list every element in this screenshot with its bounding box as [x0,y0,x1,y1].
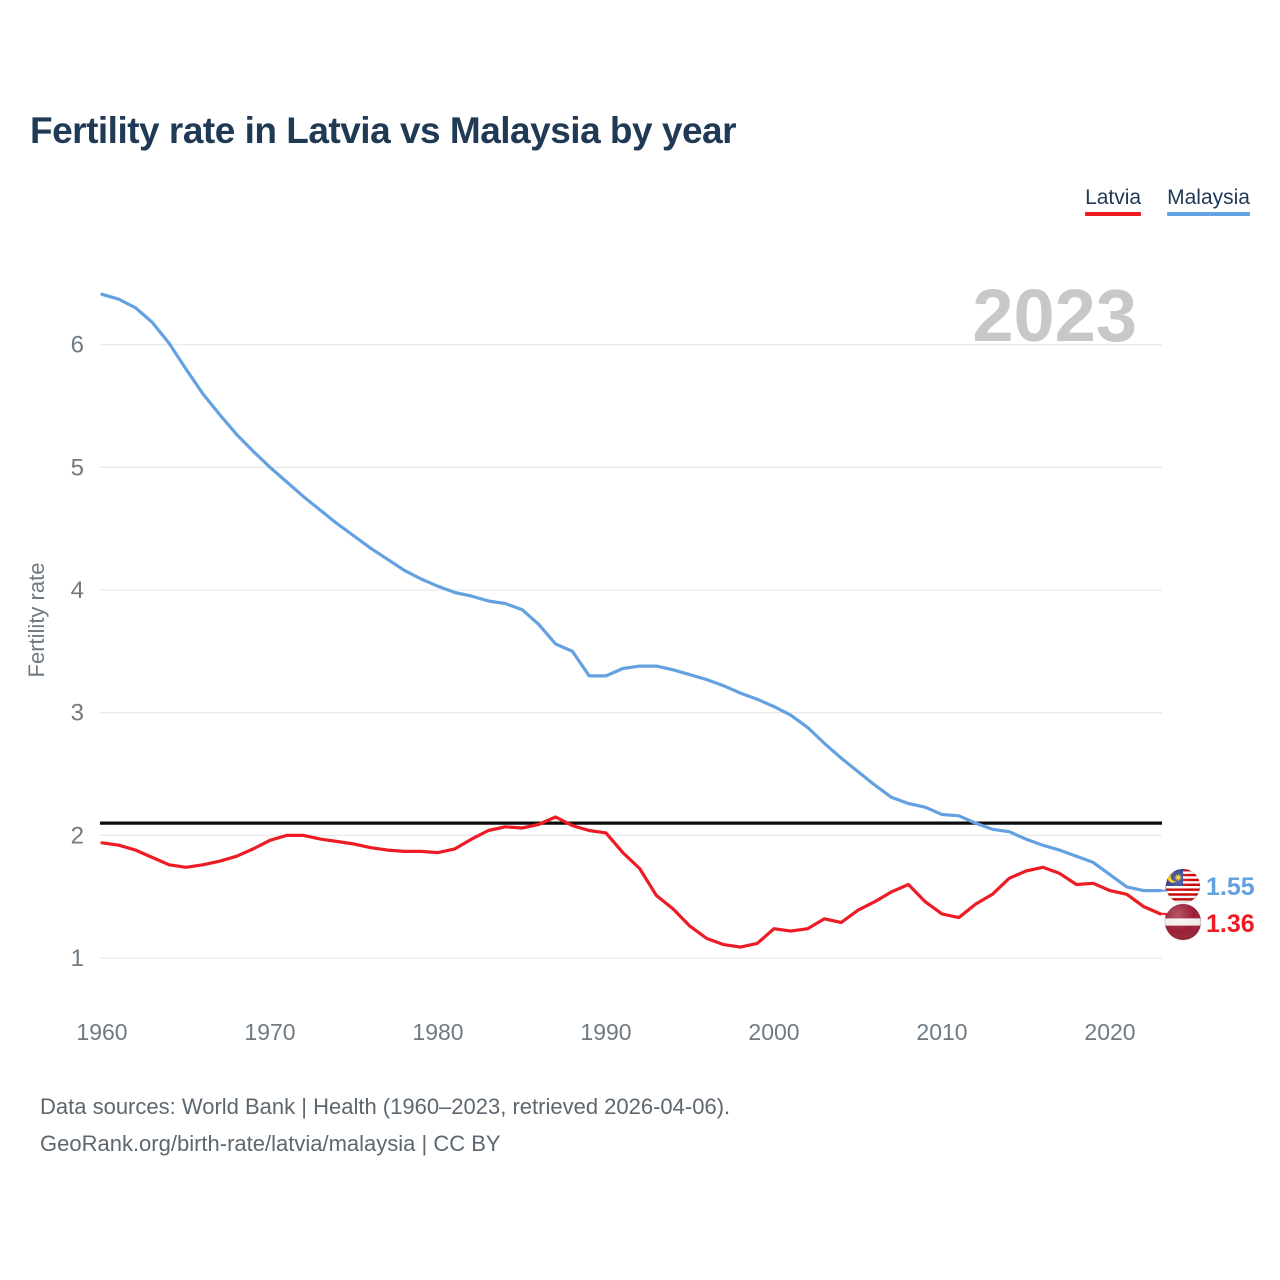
malaysia-line [102,294,1160,890]
latvia-line [102,817,1160,947]
page-title: Fertility rate in Latvia vs Malaysia by year [30,110,737,151]
y-tick-label: 1 [70,945,84,973]
plot-area [71,294,1173,1045]
x-tick-label: 2020 [1084,1019,1136,1045]
footer-source-line: Data sources: World Bank | Health (1960–2023, retrieved 2026-04-06). [40,1094,731,1119]
footer-attribution-line: GeoRank.org/birth-rate/latvia/malaysia | CC BY [40,1131,501,1156]
x-tick-label: 1960 [76,1019,128,1045]
watermark-year: 2023 [972,274,1137,357]
legend-label-latvia: Latvia [1085,186,1142,209]
malaysia-flag-icon [1166,869,1200,903]
y-tick-label: 3 [70,699,84,727]
x-tick-label: 2010 [916,1019,968,1045]
y-tick-label: 5 [70,454,84,482]
latvia-end-value: 1.36 [1206,910,1255,938]
x-tick-label: 1990 [580,1019,632,1045]
legend-label-malaysia: Malaysia [1167,186,1250,209]
x-tick-label: 1970 [244,1019,296,1045]
footer [40,1088,730,1162]
y-axis-title: Fertility rate [24,562,49,678]
malaysia-end-value: 1.55 [1206,873,1255,901]
y-tick-label: 2 [70,822,84,850]
latvia-flag-icon [1165,904,1201,940]
y-tick-label: 4 [70,577,84,604]
x-tick-label: 2000 [748,1019,800,1045]
x-tick-label: 1980 [412,1019,464,1045]
y-tick-label: 6 [70,331,84,359]
